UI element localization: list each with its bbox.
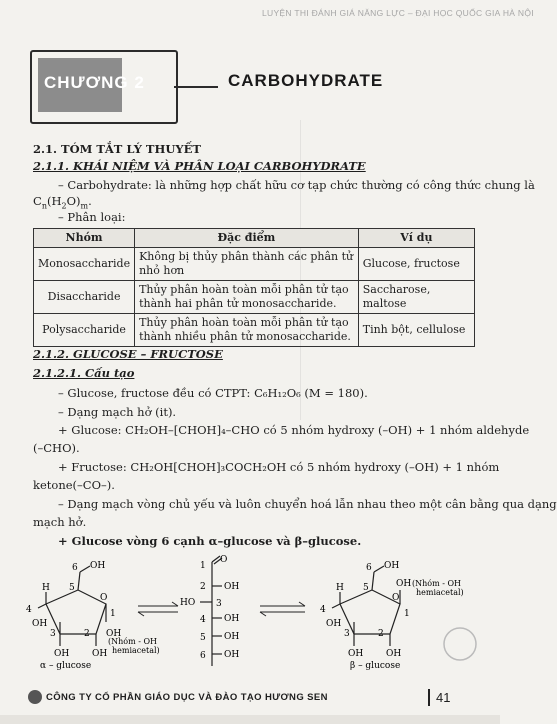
atom-label: 1 [404, 609, 410, 619]
publisher-logo-icon [28, 690, 42, 704]
atom-label: 5 [200, 633, 206, 643]
body-line: + Glucose vòng 6 cạnh α–glucose và β–glucose. [58, 534, 362, 548]
table-row [34, 248, 475, 281]
page-number: 41 [436, 690, 451, 705]
atom-label: OH [384, 561, 400, 571]
atom-label: O [100, 593, 108, 603]
atom-label: OH [396, 579, 412, 589]
atom-label: 1 [200, 561, 206, 571]
table-header: Nhóm [34, 229, 135, 248]
running-head-text: LUYỆN THI ĐÁNH GIÁ NĂNG LỰC – ĐẠI HỌC QUỐC GIA HÀ NỘI [262, 8, 534, 18]
subsection-heading: 2.1.1. KHÁI NIỆM VÀ PHÂN LOẠI CARBOHYDRATE [33, 159, 366, 173]
atom-label: OH [92, 649, 108, 659]
atom-label: 1 [110, 609, 116, 619]
table-cell: Thủy phân hoàn toàn mỗi phân tử tạo thành hai phân tử monosaccharide. [135, 281, 359, 314]
glucose-structure-diagram [20, 556, 480, 681]
body-line: – Dạng mạch vòng chủ yếu và luôn chuyển hoá lẫn nhau theo một cân bằng qua dạng [58, 497, 557, 511]
table-cell: Monosaccharide [34, 248, 135, 281]
atom-label: 6 [72, 563, 78, 573]
atom-label: OH [32, 619, 48, 629]
body-line: ketone(–CO–). [33, 478, 115, 492]
atom-label: 5 [363, 583, 369, 593]
body-line: + Glucose: CH₂OH–[CHOH]₄–CHO có 5 nhóm hydroxy (–OH) + 1 nhóm aldehyde [58, 423, 530, 437]
atom-label: OH [224, 650, 240, 660]
atom-label: OH [54, 649, 70, 659]
alpha-glucose-ring [38, 566, 106, 646]
table-cell: Tinh bột, cellulose [358, 314, 474, 347]
table-cell: Disaccharide [34, 281, 135, 314]
body-line: + Fructose: CH₂OH[CHOH]₃COCH₂OH có 5 nhóm hydroxy (–OH) + 1 nhóm [58, 460, 500, 474]
equilibrium-arrow [138, 602, 178, 616]
general-formula: $C_n(H_2O)_m$. [33, 194, 92, 211]
atom-label: 5 [69, 583, 75, 593]
hemiacetal-note: (Nhóm - OH [108, 637, 157, 646]
table-row [34, 281, 475, 314]
atom-label: 3 [216, 599, 222, 609]
chapter-connector [174, 86, 218, 88]
atom-label: 4 [26, 605, 32, 615]
table-cell: Polysaccharide [34, 314, 135, 347]
atom-label: H [42, 583, 50, 593]
atom-label: 4 [320, 605, 326, 615]
body-line: – Glucose, fructose đều có CTPT: C₆H₁₂O₆ (M = 180). [58, 386, 368, 400]
beta-label: β – glucose [350, 661, 401, 671]
table-header-row [34, 229, 475, 248]
atom-label: O [392, 593, 400, 603]
section-heading: 2.1. TÓM TẮT LÝ THUYẾT [33, 142, 201, 156]
table-cell: Không bị thủy phân thành các phân tử nhỏ hơn [135, 248, 359, 281]
atom-label: O [220, 555, 228, 565]
chapter-label: CHƯƠNG 2 [44, 73, 145, 92]
atom-label: OH [224, 582, 240, 592]
atom-label: 6 [366, 563, 372, 573]
atom-label: 4 [200, 615, 206, 625]
atom-label: 2 [200, 582, 206, 592]
classification-table [33, 228, 475, 347]
table-cell: Glucose, fructose [358, 248, 474, 281]
beta-glucose-ring [332, 566, 400, 646]
page-number-divider [428, 689, 430, 706]
alpha-label: α – glucose [40, 661, 92, 671]
atom-label: 6 [200, 651, 206, 661]
atom-label: OH [326, 619, 342, 629]
classification-label: – Phân loại: [58, 210, 126, 224]
hemiacetal-note: hemiacetal) [112, 646, 160, 655]
atom-label: OH [224, 614, 240, 624]
table-cell: Saccharose, maltose [358, 281, 474, 314]
sub-subsection-heading: 2.1.2.1. Cấu tạo [33, 366, 135, 380]
running-header [0, 0, 534, 28]
equilibrium-arrow [260, 602, 305, 616]
atom-label: 2 [84, 629, 90, 639]
atom-label: OH [386, 649, 402, 659]
table-cell: Thủy phân hoàn toàn mỗi phân tử tạo thành nhiều phân tử monosaccharide. [135, 314, 359, 347]
subsection-heading: 2.1.2. GLUCOSE – FRUCTOSE [33, 347, 223, 361]
atom-label: OH [224, 632, 240, 642]
body-line: mạch hở. [33, 515, 87, 529]
publisher-name: CÔNG TY CỔ PHẦN GIÁO DỤC VÀ ĐÀO TẠO HƯƠNG SEN [46, 692, 328, 703]
body-line: – Dạng mạch hở (it). [58, 405, 177, 419]
atom-label: HO [180, 598, 196, 608]
definition-line: – Carbohydrate: là những hợp chất hữu cơ tạp chức thường có công thức chung là [58, 178, 535, 192]
atom-label: OH [348, 649, 364, 659]
page-edge [0, 715, 500, 724]
chapter-title: CARBOHYDRATE [228, 71, 384, 90]
table-row [34, 314, 475, 347]
atom-label: 3 [50, 629, 56, 639]
table-header: Ví dụ [358, 229, 474, 248]
atom-label: 3 [344, 629, 350, 639]
seal-icon [444, 628, 476, 660]
atom-label: H [336, 583, 344, 593]
open-chain-glucose [200, 556, 222, 666]
atom-label: OH [106, 629, 122, 639]
table-header: Đặc điểm [135, 229, 359, 248]
hemiacetal-note: hemiacetal) [416, 588, 464, 597]
atom-label: OH [90, 561, 106, 571]
atom-label: 2 [378, 629, 384, 639]
body-line: (–CHO). [33, 441, 80, 455]
hemiacetal-note: (Nhóm - OH [412, 579, 461, 588]
